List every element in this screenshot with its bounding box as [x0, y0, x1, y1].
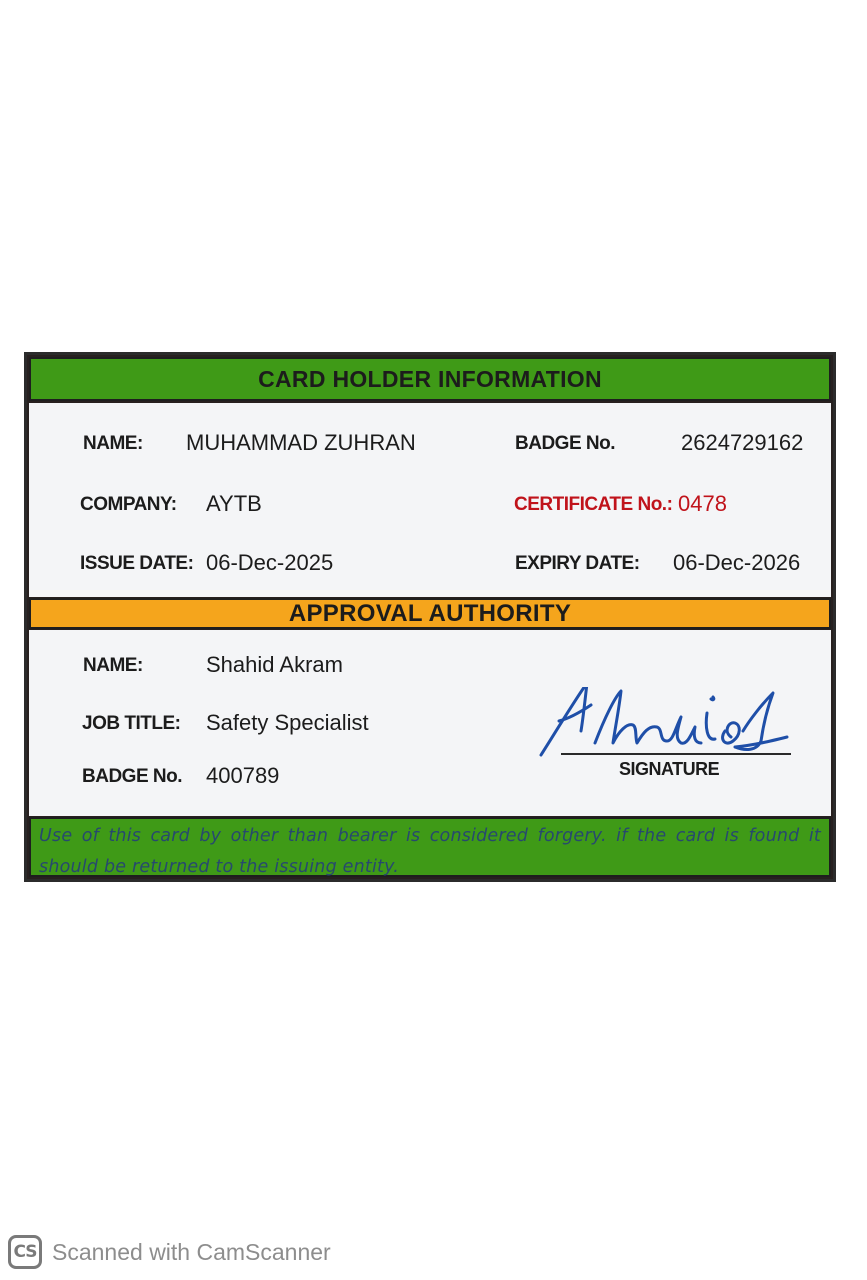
job-title-value: Safety Specialist	[206, 710, 369, 735]
issue-date-value: 06-Dec-2025	[206, 550, 334, 575]
holder-name-value: MUHAMMAD ZUHRAN	[186, 430, 416, 455]
notice-band	[29, 817, 831, 877]
company-value: AYTB	[206, 491, 262, 516]
signature-block	[535, 687, 795, 783]
issue-date-label: ISSUE DATE:	[80, 553, 194, 574]
approval-title: APPROVAL AUTHORITY	[288, 600, 572, 627]
camscanner-logo-icon: CS	[8, 1235, 42, 1269]
scanner-watermark	[8, 1234, 331, 1270]
certificate-value: 0478	[678, 491, 727, 516]
card-holder-panel	[29, 403, 831, 597]
card-holder-title: CARD HOLDER INFORMATION	[258, 366, 602, 392]
approver-badge-value: 400789	[206, 763, 280, 788]
approval-header	[29, 598, 831, 629]
handwritten-signature	[535, 687, 795, 757]
expiry-date-label: EXPIRY DATE:	[515, 553, 640, 574]
job-title-label: JOB TITLE:	[82, 713, 181, 734]
approver-badge-label: BADGE No.	[82, 766, 182, 787]
approver-name-label: NAME:	[83, 655, 143, 676]
expiry-date-value: 06-Dec-2026	[673, 550, 801, 575]
holder-badge-value: 2624729162	[681, 430, 804, 455]
approver-name-value: Shahid Akram	[206, 652, 343, 677]
certificate-label: CERTIFICATE No.:	[514, 494, 673, 515]
signature-line	[561, 753, 791, 755]
holder-name-label: NAME:	[83, 433, 143, 454]
holder-badge-label: BADGE No.	[515, 433, 615, 454]
card-holder-header	[29, 357, 831, 401]
scanner-text: Scanned with CamScanner	[52, 1238, 331, 1265]
forgery-notice: Use of this card by other than bearer is considered forgery. if the card is found it should be returned to the issuing entity.	[39, 826, 821, 877]
signature-label: SIGNATURE	[619, 759, 720, 779]
id-card	[24, 352, 836, 882]
company-label: COMPANY:	[80, 494, 177, 515]
